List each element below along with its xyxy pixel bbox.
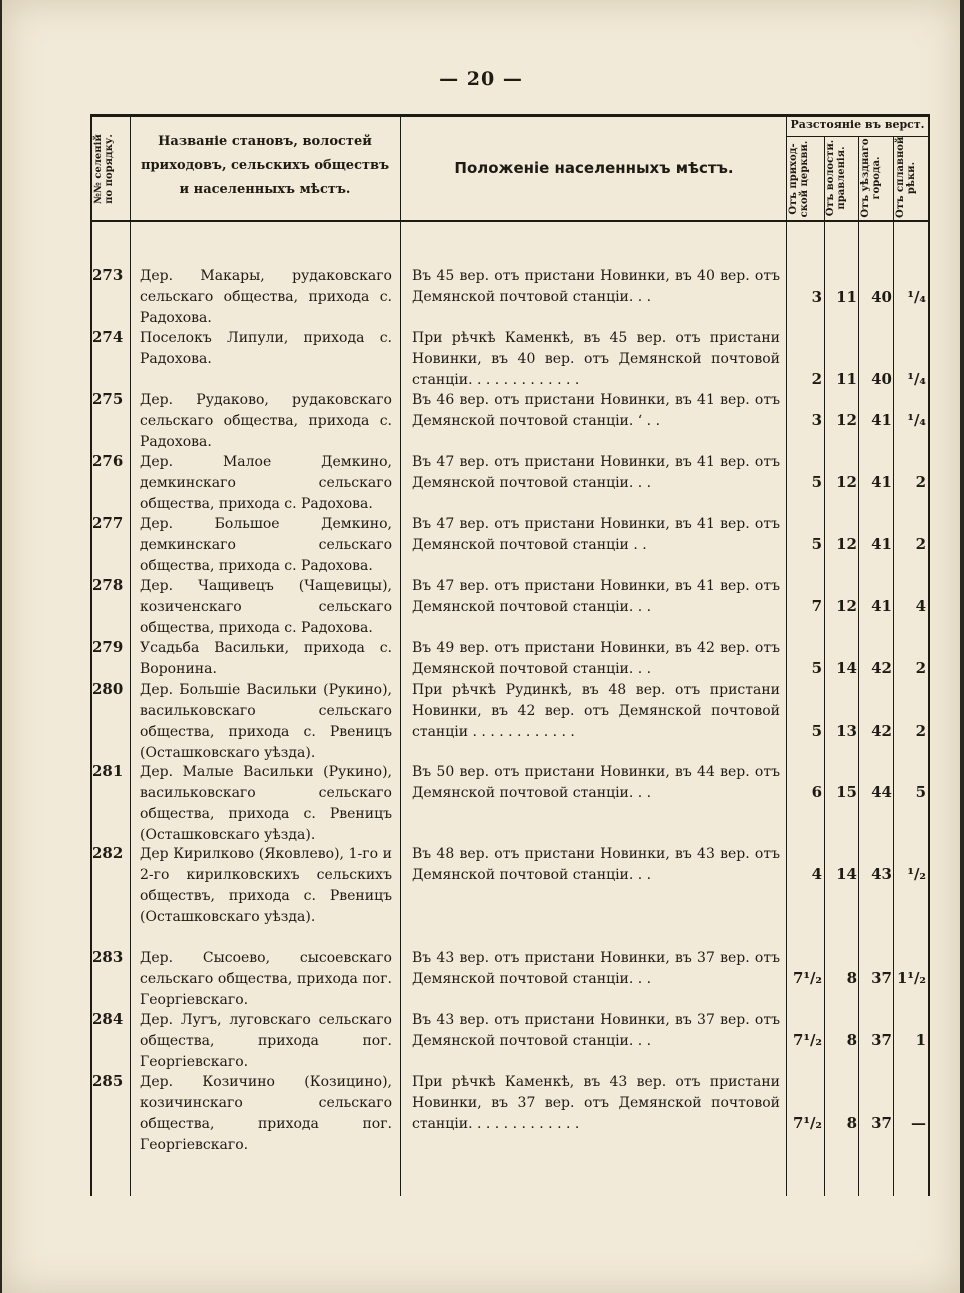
dist-volost-value: 8 [846,1031,857,1049]
dist-church-value: 6 [811,783,822,801]
dist-town-value: 40 [871,370,892,388]
row-number: 274 [92,328,124,346]
dist-volost-value: 8 [846,969,857,987]
settlement-position: Въ 47 вер. отъ пристани Новинки, въ 41 вер. отъ Демянской почтовой станціи . . [412,516,780,553]
dist-church-value: 5 [811,722,822,740]
settlement-name: Дер. Макары, рудаковскаго сельскаго общества, прихода с. Радохова. [140,268,392,326]
settlement-position: Въ 46 вер. отъ пристани Новинки, въ 41 вер. отъ Демянской почтовой станціи. ‘ . . [412,392,780,429]
page-number: — 20 — [439,68,523,90]
header-position-col: Положеніе населенныхъ мѣстъ. [454,159,734,177]
settlement-position: Въ 43 вер. отъ пристани Новинки, въ 37 вер. отъ Демянской почтовой станціи. . . [412,950,780,987]
settlement-position: Въ 50 вер. отъ пристани Новинки, въ 44 вер. отъ Демянской почтовой станціи. . . [412,764,780,801]
settlement-position: При рѣчкѣ Рудинкѣ, въ 48 вер. отъ пристани Новинки, въ 42 вер. отъ Демянской почтовой станціи . . . . . . . . . . . . [412,682,780,740]
dist-river-value: 2 [915,722,926,740]
dist-church-value: 7¹/₂ [792,1031,822,1049]
dist-town-value: 41 [871,411,892,429]
settlement-position: Въ 48 вер. отъ пристани Новинки, въ 43 вер. отъ Демянской почтовой станціи. . . [412,846,780,883]
settlement-position: Въ 47 вер. отъ пристани Новинки, въ 41 вер. отъ Демянской почтовой станціи. . . [412,454,780,491]
settlement-position: Въ 43 вер. отъ пристани Новинки, въ 37 вер. отъ Демянской почтовой станціи. . . [412,1012,780,1049]
settlement-name: Дер. Большіе Васильки (Рукино), васильковскаго сельскаго общества, прихода с. Рвеницъ (Осташковскаго уѣзда). [140,682,392,761]
dist-volost-value: 15 [836,783,857,801]
dist-volost-value: 11 [836,370,857,388]
dist-town-value: 41 [871,473,892,491]
row-number: 275 [92,390,124,408]
dist-church-value: 5 [811,473,822,491]
dist-church-value: 7¹/₂ [792,969,822,987]
dist-volost-value: 11 [836,288,857,306]
header-dist-river: Отъ сплавной рѣки. [895,136,917,218]
dist-river-value: ¹/₄ [907,370,926,388]
settlement-name: Усадьба Васильки, прихода с. Воронина. [140,640,392,677]
dist-volost-value: 12 [836,411,857,429]
dist-volost-value: 12 [836,535,857,553]
dist-church-value: 3 [811,288,822,306]
header-distance-group: Разстояніе въ верст. [790,118,925,131]
dist-town-value: 44 [871,783,892,801]
dist-town-value: 37 [871,1114,892,1132]
dist-church-value: 7 [811,597,822,615]
dist-church-value: 2 [811,370,822,388]
dist-volost-value: 14 [836,659,857,677]
dist-town-value: 42 [871,722,892,740]
dist-town-value: 41 [871,535,892,553]
settlement-position: Въ 45 вер. отъ пристани Новинки, въ 40 вер. отъ Демянской почтовой станціи. . . [412,268,780,305]
header-name-col: Названіе становъ, волостей приходовъ, сельскихъ обществъ и населенныхъ мѣстъ. [140,134,390,197]
dist-river-value: 5 [915,783,926,801]
settlement-name: Дер. Рудаково, рудаковскаго сельскаго общества, прихода с. Радохова. [140,392,392,450]
dist-church-value: 5 [811,535,822,553]
header-dist-volost: Отъ волости. правленія. [825,139,847,217]
dist-town-value: 37 [871,1031,892,1049]
row-number: 278 [92,576,124,594]
dist-river-value: 4 [915,597,926,615]
dist-river-value: 2 [915,473,926,491]
dist-town-value: 41 [871,597,892,615]
settlement-name: Поселокъ Липули, прихода с. Радохова. [140,330,392,367]
dist-church-value: 3 [811,411,822,429]
settlement-name: Дер. Сысоево, сысоевскаго сельскаго общества, прихода пог. Георгіевскаго. [140,950,392,1008]
settlement-name: Дер. Чащивецъ (Чащевицы), козиченскаго сельскаго общества, прихода с. Радохова. [140,578,392,636]
header-num-col: №№ селеній по порядку. [93,134,115,204]
settlement-position: При рѣчкѣ Каменкѣ, въ 43 вер. отъ пристани Новинки, въ 37 вер. отъ Демянской почтовой станціи. . . . . . . . . . . . . [412,1074,780,1132]
document-page [2,0,960,1293]
settlement-position: Въ 47 вер. отъ пристани Новинки, въ 41 вер. отъ Демянской почтовой станціи. . . [412,578,780,615]
dist-river-value: 1 [915,1031,926,1049]
settlement-name: Дер. Лугъ, луговскаго сельскаго общества, прихода пог. Георгіевскаго. [140,1012,392,1070]
settlement-position: Въ 49 вер. отъ пристани Новинки, въ 42 вер. отъ Демянской почтовой станціи. . . [412,640,780,677]
settlement-name: Дер Кирилково (Яковлево), 1-го и 2-го кирилковскихъ сельскихъ обществъ, прихода с. Рвеницъ (Осташковскаго уѣзда). [140,846,392,925]
dist-volost-value: 8 [846,1114,857,1132]
settlement-name: Дер. Малые Васильки (Рукино), васильковскаго сельскаго общества, прихода с. Рвеницъ (Осташковскаго уѣзда). [140,764,392,843]
row-number: 277 [92,514,124,532]
dist-river-value: ¹/₂ [907,865,926,883]
row-number: 279 [92,638,124,656]
header-bottom-rule [90,220,930,222]
name-col-rule [400,114,401,1196]
dist-volost-value: 12 [836,597,857,615]
dist-river-value: — [911,1114,926,1132]
table-right-rule [928,114,930,1196]
dist-river-value: 2 [915,535,926,553]
row-number: 282 [92,844,124,862]
row-number: 281 [92,762,124,780]
dist-volost-value: 13 [836,722,857,740]
dist-church-value: 4 [811,865,822,883]
row-number: 283 [92,948,124,966]
dist-river-value: ¹/₄ [907,411,926,429]
dist-town-value: 42 [871,659,892,677]
row-number: 273 [92,266,124,284]
dist-volost-value: 14 [836,865,857,883]
settlement-name: Дер. Козичино (Козицино), козичинскаго сельскаго общества, прихода пог. Георгіевскаго. [140,1074,392,1153]
dist-volost-value: 12 [836,473,857,491]
dist-river-value: 1¹/₂ [896,969,926,987]
dist-town-value: 40 [871,288,892,306]
dist-church-value: 5 [811,659,822,677]
settlement-name: Дер. Малое Демкино, демкинскаго сельскаго общества, прихода с. Радохова. [140,454,392,512]
header-dist-church: Отъ приход- ской церкви. [788,140,810,218]
header-dist-town: Отъ уѣзднаго города. [860,138,882,218]
row-number: 280 [92,680,124,698]
dist-town-value: 37 [871,969,892,987]
settlement-position: При рѣчкѣ Каменкѣ, въ 45 вер. отъ пристани Новинки, въ 40 вер. отъ Демянской почтовой станціи. . . . . . . . . . . . . [412,330,780,388]
row-number: 285 [92,1072,124,1090]
row-number: 276 [92,452,124,470]
settlement-name: Дер. Большое Демкино, демкинскаго сельскаго общества, прихода с. Радохова. [140,516,392,574]
dist-church-value: 7¹/₂ [792,1114,822,1132]
dist-river-value: ¹/₄ [907,288,926,306]
dist-town-value: 43 [871,865,892,883]
row-number: 284 [92,1010,124,1028]
dist-river-value: 2 [915,659,926,677]
